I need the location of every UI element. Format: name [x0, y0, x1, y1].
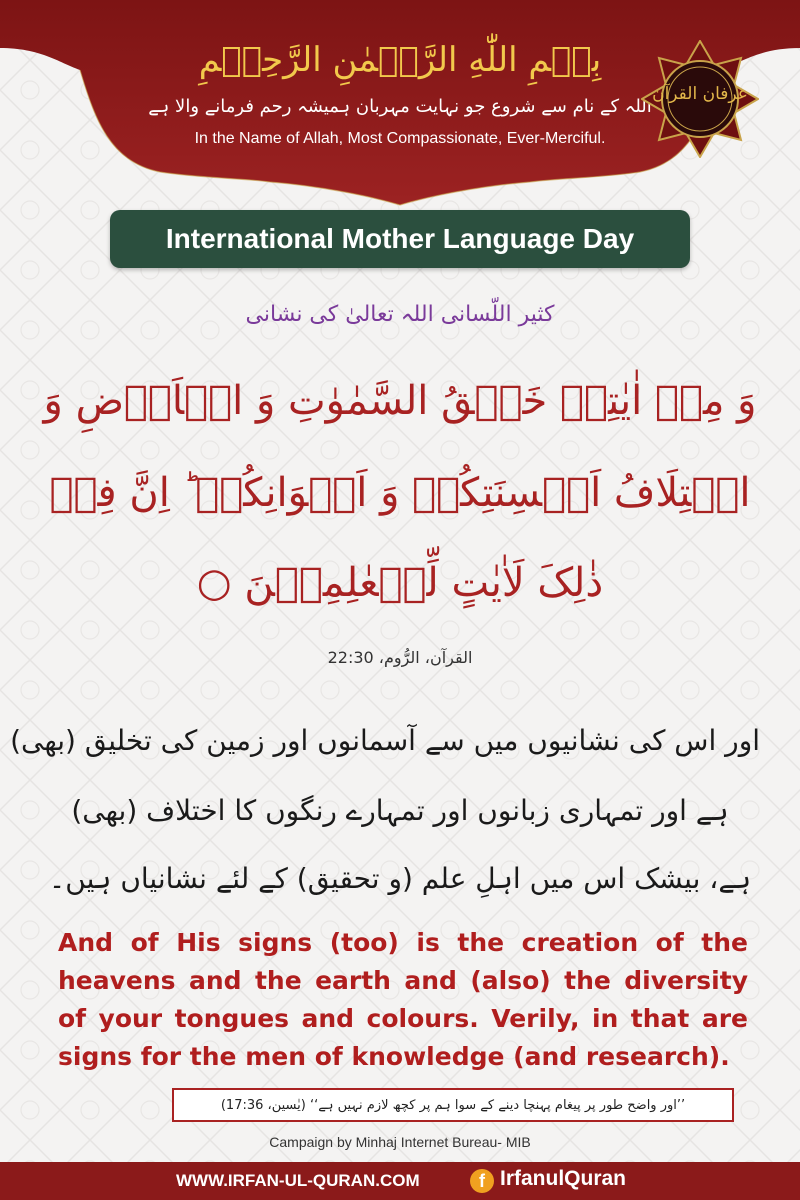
- facebook-icon[interactable]: f: [470, 1169, 494, 1193]
- verse-line: وَ مِنۡ اٰیٰتِهٖ خَلۡقُ السَّمٰوٰتِ وَ الۡاَرۡضِ وَ: [43, 378, 757, 424]
- quote-text: ’’اور واضح طور پر پیغام پہنچا دینے کے سوا ہم پر کچھ لازم نہیں ہے‘‘ (یٰسین، 17:36): [220, 1097, 686, 1113]
- campaign-credit: Campaign by Minhaj Internet Bureau- MIB: [269, 1134, 531, 1150]
- bismillah-arabic: بِسۡمِ اللّٰهِ الرَّحۡمٰنِ الرَّحِیۡمِ: [198, 40, 602, 80]
- seal-text: عرفان القرآن: [652, 84, 748, 104]
- urdu-translation-line: اور اس کی نشانیوں میں سے آسمانوں اور زمین کی تخلیق (بھی): [10, 724, 760, 757]
- page-title: International Mother Language Day: [110, 210, 690, 268]
- bismillah-english: In the Name of Allah, Most Compassionate, Ever-Merciful.: [194, 130, 606, 147]
- english-translation: And of His signs (too) is the creation of the heavens and the earth and (also) the diversity of your tongues and colours. Verily, in that are signs for the men of knowledge (and research).: [58, 928, 748, 1071]
- bismillah-urdu: اللہ کے نام سے شروع جو نہایت مہربان ہمیشہ رحم فرمانے والا ہے: [148, 96, 652, 117]
- verse-line: اخۡتِلَافُ اَلۡسِنَتِکُمۡ وَ اَلۡوَانِکُمۡ ؕ اِنَّ فِیۡ: [49, 470, 751, 516]
- quote-box: [172, 1088, 734, 1122]
- subtitle: کثیر اللّسانی اللہ تعالیٰ کی نشانی: [245, 302, 555, 327]
- urdu-translation-line: ہے، بیشک اس میں اہلِ علم (و تحقیق) کے لئے نشانیاں ہیں۔: [48, 862, 752, 895]
- verse-line: ذٰلِکَ لَاٰیٰتٍ لِّلۡعٰلِمِیۡنَ ○: [196, 560, 604, 606]
- verse-reference: القرآن، الرُّوم، 22:30: [327, 648, 473, 667]
- website-link[interactable]: WWW.IRFAN-UL-QURAN.COM: [176, 1171, 420, 1190]
- urdu-translation-line: ہے اور تمہاری زبانوں اور تمہارے رنگوں کا اختلاف (بھی): [71, 794, 729, 827]
- facebook-handle-link[interactable]: IrfanulQuran: [500, 1167, 627, 1190]
